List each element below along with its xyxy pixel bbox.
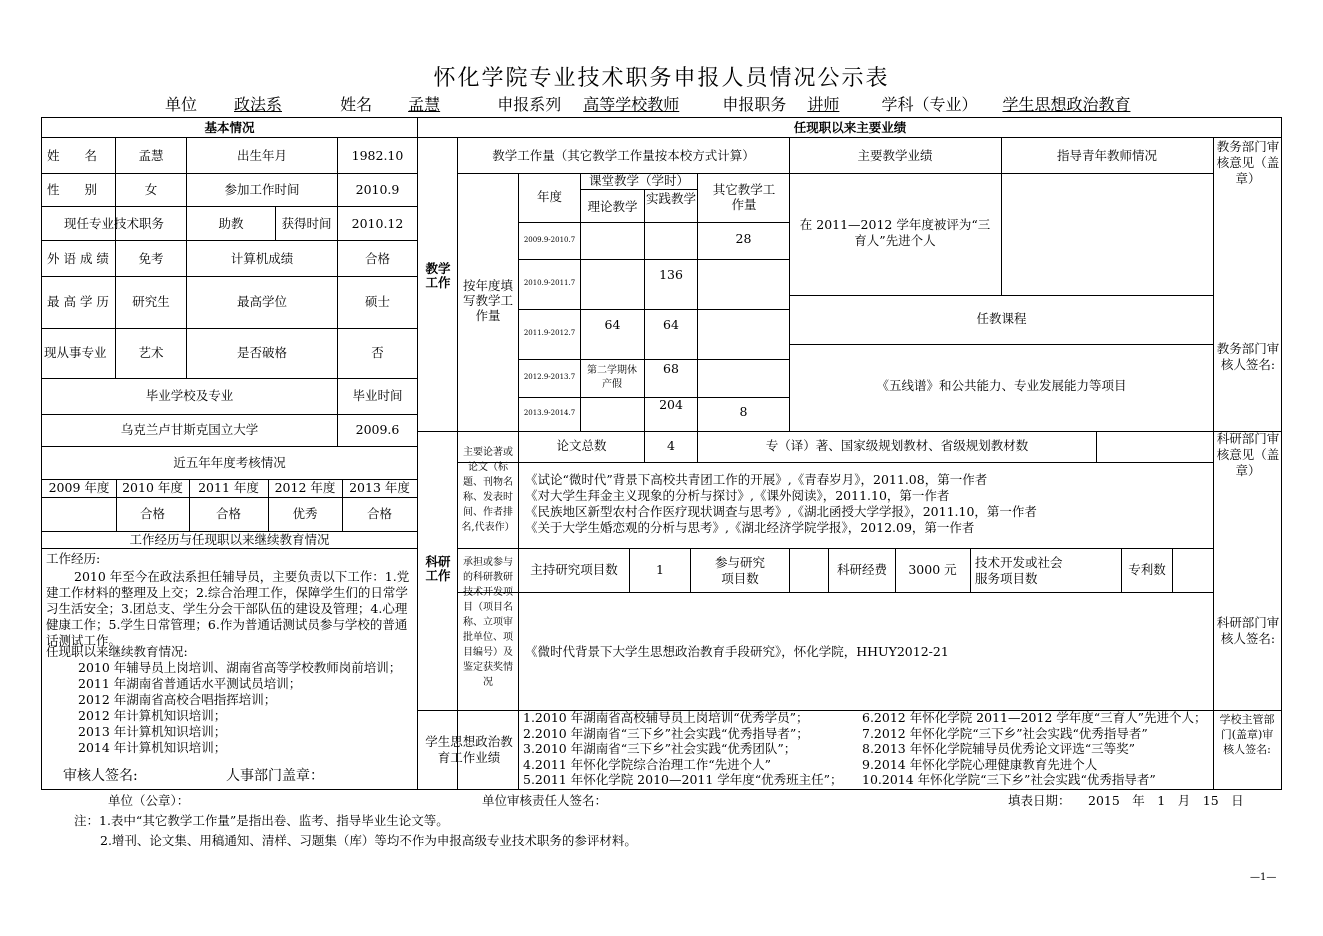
grid-line bbox=[41, 548, 417, 549]
grad-time-value: 2009.6 bbox=[355, 422, 400, 437]
assess-year: 2011 年度 bbox=[198, 480, 259, 495]
student-award: 2.2010 年湖南省“三下乡”社会实践“优秀指导者”； bbox=[523, 725, 809, 741]
grid-line bbox=[41, 328, 417, 329]
workload-year: 2013.9-2014.7 bbox=[523, 409, 576, 417]
grid-line bbox=[690, 548, 691, 592]
grid-line bbox=[1096, 431, 1097, 462]
other-label: 其它教学工作量 bbox=[712, 182, 776, 212]
sci-sign: 科研部门审核人签名: bbox=[1216, 615, 1280, 646]
grid-line bbox=[41, 173, 417, 174]
experience-title: 工作经历与任现职以来继续教育情况 bbox=[129, 532, 330, 547]
assess-year: 2012 年度 bbox=[274, 480, 336, 495]
header-line bbox=[165, 96, 1155, 114]
hr-seal: 人事部门盖章： bbox=[226, 768, 324, 784]
assess-year: 2013 年度 bbox=[349, 480, 410, 495]
host-value: 1 bbox=[656, 562, 664, 577]
patent-label: 专利数 bbox=[1128, 562, 1166, 577]
workload-other: 8 bbox=[739, 404, 748, 419]
subject-label: 学科（专业） bbox=[881, 95, 978, 114]
name-cell: 孟慧 bbox=[138, 148, 164, 163]
unit-value: 政法系 bbox=[234, 95, 283, 114]
workload-year: 2012.9-2013.7 bbox=[523, 373, 576, 381]
student-award: 5.2011 年怀化学院 2010—2011 学年度“优秀班主任”； bbox=[523, 772, 843, 787]
perf-section-title: 任现职以来主要业绩 bbox=[793, 120, 907, 135]
post-label: 申报职务 bbox=[722, 95, 787, 114]
unit-seal: 单位（公章）： bbox=[108, 793, 190, 808]
assess-result: 合格 bbox=[366, 506, 392, 521]
date-value: 2015 年 1 月 15 日 bbox=[1088, 793, 1244, 808]
english-label: 外 语 成 绩 bbox=[47, 251, 109, 266]
grid-line bbox=[41, 414, 417, 415]
paper-total-label: 论文总数 bbox=[556, 438, 607, 453]
paper-item: 《对大学生拜金主义现象的分析与探讨》,《课外阅读》，2011.10，第一作者 bbox=[525, 488, 950, 503]
grid-line bbox=[580, 189, 697, 190]
workload-practice: 68 bbox=[663, 361, 679, 376]
grid-line bbox=[41, 117, 1282, 118]
name-label: 姓名 bbox=[340, 95, 373, 114]
student-award: 9.2014 年怀化学院心理健康教育先进个人 bbox=[862, 756, 1098, 772]
paper-item: 《民族地区新型农村合作医疗现状调查与思考》,《湖北函授大学学报》，2011.10，第一作者 bbox=[525, 504, 1037, 519]
exp-text: 2010 年至今在政法系担任辅导员，主要负责以下工作：1.党建工作材料的整理及上交；2.综合治理工作，保障学生们的日常学习生活安全；3.团总支、学生分会干部队伍的建设及管理；4.心理健康工作；5.学生日常管理；6.作为普通话测试员参与学校的普通话测试工作。 bbox=[46, 569, 410, 648]
obtain-label: 获得时间 bbox=[281, 216, 332, 231]
grid-line bbox=[417, 137, 1282, 138]
student-award: 4.2011 年怀化学院综合治理工作“先进个人” bbox=[523, 756, 771, 772]
funds-value: 3000 元 bbox=[908, 562, 957, 577]
grid-line bbox=[417, 117, 418, 789]
name-value: 孟慧 bbox=[408, 95, 441, 114]
grid-line bbox=[789, 548, 790, 592]
workload-practice: 204 bbox=[659, 397, 683, 412]
by-year-label: 按年度填写教学工作量 bbox=[462, 278, 513, 323]
paper-item: 《试论“微时代”背景下高校共青团工作的开展》,《青春岁月》，2011.08，第一作者 bbox=[525, 472, 988, 487]
student-award: 6.2012 年怀化学院 2011—2012 学年度“三育人”先进个人； bbox=[862, 710, 1207, 725]
grid-line bbox=[457, 592, 1213, 593]
grid-line bbox=[518, 710, 519, 789]
note-2: 2.增刊、论文集、用稿通知、清样、习题集（库）等均不作为申报高级专业技术职务的参评材料。 bbox=[100, 833, 637, 848]
school-label: 毕业学校及专业 bbox=[145, 388, 234, 403]
paper-total: 4 bbox=[667, 438, 675, 453]
birth-label: 出生年月 bbox=[236, 148, 287, 163]
workload-theory: 第二学期休产假 bbox=[587, 365, 637, 390]
workload-practice: 64 bbox=[663, 317, 679, 332]
exception-label: 是否破格 bbox=[236, 345, 287, 360]
join-label: 参与研究项目数 bbox=[714, 555, 765, 586]
grid-line bbox=[644, 189, 645, 431]
page-title: 怀化学院专业技术职务申报人员情况公示表 bbox=[433, 66, 890, 91]
tech-label: 技术开发或社会服务项目数 bbox=[975, 555, 1063, 586]
workload-practice: 136 bbox=[659, 267, 683, 282]
grid-line bbox=[41, 497, 417, 498]
grid-line bbox=[41, 240, 417, 241]
basic-section-title: 基本情况 bbox=[204, 120, 255, 135]
edu-cont-label: 任现职以来继续教育情况: bbox=[46, 644, 188, 659]
gender-value: 女 bbox=[144, 182, 158, 197]
year-label: 年度 bbox=[536, 189, 562, 204]
assess-result: 合格 bbox=[215, 506, 241, 521]
page-number: —1— bbox=[1250, 872, 1277, 883]
paper-item: 《关于大学生婚恋观的分析与思考》,《湖北经济学院学报》，2012.09，第一作者 bbox=[525, 520, 975, 535]
grid-line bbox=[457, 462, 1213, 463]
major-label: 现从事专业 bbox=[44, 345, 107, 360]
projects-desc: 承担或参与的科研教研技术开发项目（项目名称、立项审批单位、项目编号）及鉴定获奖情况 bbox=[463, 557, 513, 688]
workload-year: 2010.9-2011.7 bbox=[523, 279, 576, 287]
edu-cont-item: 2014 年计算机知识培训； bbox=[78, 740, 227, 755]
degree-label: 最高学位 bbox=[236, 294, 287, 309]
grid-line bbox=[518, 173, 519, 431]
grad-time-label: 毕业时间 bbox=[352, 388, 403, 403]
funds-label: 科研经费 bbox=[836, 562, 887, 577]
post-value: 讲师 bbox=[807, 95, 840, 114]
grid-line bbox=[970, 548, 971, 592]
research-label: 科研工作 bbox=[425, 554, 451, 584]
edu-cont-item: 2011 年湖南省普通话水平测试员培训； bbox=[78, 676, 302, 691]
gender-label: 性 别 bbox=[47, 182, 98, 197]
grid-line bbox=[41, 789, 1282, 790]
workload-title: 教学工作量（其它教学工作量按本校方式计算） bbox=[492, 148, 755, 163]
student-label: 学生思想政治教育工作业绩 bbox=[425, 734, 513, 765]
date-label: 填表日期： bbox=[1008, 793, 1071, 808]
workstart-label: 参加工作时间 bbox=[224, 182, 300, 197]
grid-line bbox=[41, 206, 417, 207]
practice-label: 实践教学 bbox=[645, 191, 696, 206]
subject-value: 学生思想政治教育 bbox=[1002, 95, 1131, 114]
grid-line bbox=[518, 222, 789, 223]
grid-line bbox=[417, 431, 1282, 432]
student-award: 3.2010 年湖南省“三下乡”社会实践“优秀团队”； bbox=[523, 741, 797, 756]
degree-value: 硕士 bbox=[364, 294, 390, 309]
assess-result: 合格 bbox=[139, 506, 165, 521]
assess-year: 2009 年度 bbox=[48, 480, 110, 495]
computer-value: 合格 bbox=[364, 251, 390, 266]
birth-value: 1982.10 bbox=[351, 148, 404, 163]
workload-other: 28 bbox=[735, 230, 752, 246]
school-value: 乌克兰卢甘斯克国立大学 bbox=[120, 422, 259, 437]
grid-line bbox=[457, 548, 1213, 549]
obtain-value: 2010.12 bbox=[351, 216, 404, 231]
grid-line bbox=[41, 378, 417, 379]
workload-theory: 64 bbox=[604, 317, 621, 332]
grid-line bbox=[789, 295, 1213, 296]
theory-label: 理论教学 bbox=[587, 199, 638, 214]
major-value: 艺术 bbox=[138, 345, 164, 360]
edu-cont-item: 2012 年湖南省高校合唱指挥培训； bbox=[78, 692, 277, 707]
workload-year: 2009.9-2010.7 bbox=[523, 235, 576, 244]
series-label: 申报系列 bbox=[497, 95, 562, 114]
main-perf-title: 主要教学业绩 bbox=[857, 148, 933, 163]
title-label: 现任专业技术职务 bbox=[63, 216, 164, 231]
grid-line bbox=[41, 276, 417, 277]
teaching-label: 教学工作 bbox=[425, 261, 451, 291]
edu-cont-item: 2012 年计算机知识培训； bbox=[78, 708, 227, 723]
series-value: 高等学校教师 bbox=[583, 95, 680, 114]
grid-line bbox=[697, 173, 698, 431]
assess-year: 2010 年度 bbox=[122, 480, 183, 495]
class-label: 课堂教学（学时） bbox=[588, 173, 689, 188]
guide-title: 指导青年教师情况 bbox=[1056, 148, 1157, 163]
host-label: 主持研究项目数 bbox=[530, 562, 618, 577]
name-label-cell: 姓 名 bbox=[47, 148, 98, 163]
grid-line bbox=[1281, 117, 1282, 789]
edu-label: 最 高 学 历 bbox=[47, 294, 109, 309]
english-value: 免考 bbox=[138, 251, 164, 266]
assess-result: 优秀 bbox=[292, 506, 318, 521]
workload-year: 2011.9-2012.7 bbox=[523, 329, 576, 337]
grid-line bbox=[518, 359, 789, 360]
grid-line bbox=[41, 137, 417, 138]
grid-line bbox=[1172, 548, 1173, 592]
student-award: 10.2014 年怀化学院“三下乡”社会实践“优秀指导者” bbox=[862, 772, 1156, 787]
computer-label: 计算机成绩 bbox=[230, 251, 294, 266]
grid-line bbox=[457, 137, 458, 789]
edu-cont-item: 2010 年辅导员上岗培训、湖南省高等学校教师岗前培训； bbox=[78, 660, 402, 675]
dept-review: 教务部门审核意见（盖章） bbox=[1216, 139, 1280, 186]
title-value: 助教 bbox=[218, 216, 244, 231]
student-review: 学校主管部门(盖章)审核人签名: bbox=[1219, 713, 1275, 756]
workstart-value: 2010.9 bbox=[355, 182, 400, 197]
note-1: 注：1.表中“其它教学工作量”是指出卷、监考、指导毕业生论文等。 bbox=[74, 813, 449, 828]
dept-sign: 教务部门审核人签名: bbox=[1216, 341, 1280, 372]
papers-desc: 主要论著或论文（标题、刊物名称、发表时间、作者排名,代表作） bbox=[461, 447, 515, 533]
project: 《微时代背景下大学生思想政治教育手段研究》，怀化学院，HHUY2012-21 bbox=[525, 644, 949, 659]
exception-value: 否 bbox=[371, 345, 384, 360]
student-award: 8.2013 年怀化学院辅导员优秀论文评选“三等奖” bbox=[862, 741, 1135, 756]
grid-line bbox=[518, 259, 789, 260]
courses: 《五线谱》和公共能力、专业发展能力等项目 bbox=[876, 378, 1127, 393]
edu-value: 研究生 bbox=[132, 294, 170, 309]
award-text: 在 2011—2012 学年度被评为“三育人”先进个人 bbox=[799, 217, 991, 248]
student-award: 7.2012 年怀化学院“三下乡”社会实践“优秀指导者” bbox=[862, 725, 1148, 741]
responsible: 单位审核责任人签名： bbox=[482, 793, 608, 808]
edu-cont-item: 2013 年计算机知识培训； bbox=[78, 724, 227, 739]
grid-line bbox=[1213, 137, 1214, 789]
books-label: 专（译）著、国家级规划教材、省级规划教材数 bbox=[765, 438, 1029, 453]
grid-line bbox=[518, 309, 789, 310]
student-award: 1.2010 年湖南省高校辅导员上岗培训“优秀学员”； bbox=[523, 710, 809, 725]
assess-title: 近五年年度考核情况 bbox=[173, 455, 286, 470]
unit-label: 单位 bbox=[165, 95, 198, 114]
reviewer-sign: 审核人签名: bbox=[63, 768, 138, 784]
courses-title: 任教课程 bbox=[976, 311, 1027, 326]
exp-label: 工作经历: bbox=[46, 551, 101, 566]
grid-line bbox=[789, 344, 1213, 345]
sci-review: 科研部门审核意见（盖章） bbox=[1216, 431, 1280, 478]
grid-line bbox=[41, 446, 417, 447]
